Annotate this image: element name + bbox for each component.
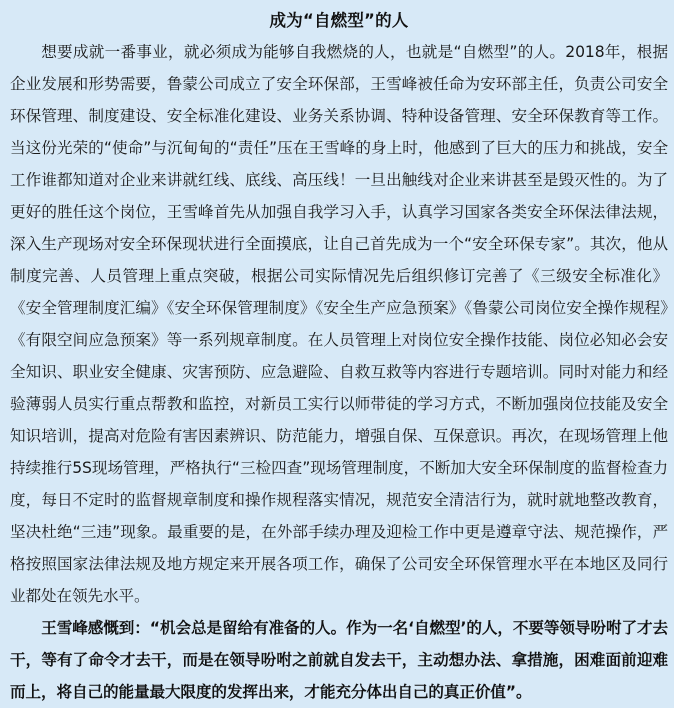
body-paragraph-1: 想要成就一番事业，就必须成为能够自我燃烧的人，也就是“自燃型”的人。2018年，根据企业发展和形势需要，鲁蒙公司成立了安全环保部，王雪峰被任命为安环部主任，负责公司安全环保管理、制度建设、安全标准化建设、业务关系协调、特种设备管理、安全环保教育等工作。当这份光荣的“使命”与沉甸甸的“责任”压在王雪峰的身上时，他感到了巨大的压力和挑战，安全工作谁都知道对企业来讲就红线、底线、高压线！一旦出触线对企业来讲甚至是毁灭性的。为了更好的胜任这个岗位，王雪峰首先从加强自我学习入手，认真学习国家各类安全环保法律法规，深入生产现场对安全环保现状进行全面摸底，让自己首先成为一个“安全环保专家”。其次，他从制度完善、人员管理上重点突破，根据公司实际情况先后组织修订完善了《三级安全标准化》《安全管理制度汇编》《安全环保管理制度》《安全生产应急预案》《鲁蒙公司岗位安全操作规程》《有限空间应急预案》等一系列规章制度。在人员管理上对岗位安全操作技能、岗位必知必会安全知识、职业安全健康、灾害预防、应急避险、自救互救等内容进行专题培训。同时对能力和经验薄弱人员实行重点帮教和监控，对新员工实行以师带徒的学习方式，不断加强岗位技能及安全知识培训，提高对危险有害因素辨识、防范能力，增强自保、互保意识。再次，在现场管理上他持续推行5S现场管理，严格执行“三检四查”现场管理制度，不断加大安全环保制度的监督检查力度，每日不定时的监督规章制度和操作规程落实情况，规范安全清洁行为，就时就地整改教育，坚决杜绝“三违”现象。最重要的是，在外部手续办理及迎检工作中更是遵章守法、规范操作，严格按照国家法律法规及地方规定来开展各项工作，确保了公司安全环保管理水平在本地区及同行业都处在领先水平。 (10, 43, 668, 605)
body-paragraph-2-quote: 王雪峰感慨到：“机会总是留给有准备的人。作为一名‘自燃型’的人，不要等领导吩咐了才去干，等有了命令才去干，而是在领导吩咐之前就自发去干，主动想办法、拿措施，困难面前迎难而上，将自己的能量最大限度的发挥出来，才能充分体出自己的真正价值”。 (10, 619, 668, 701)
page-title: 成为“自燃型”的人 (269, 11, 409, 30)
document-body (10, 36, 668, 708)
